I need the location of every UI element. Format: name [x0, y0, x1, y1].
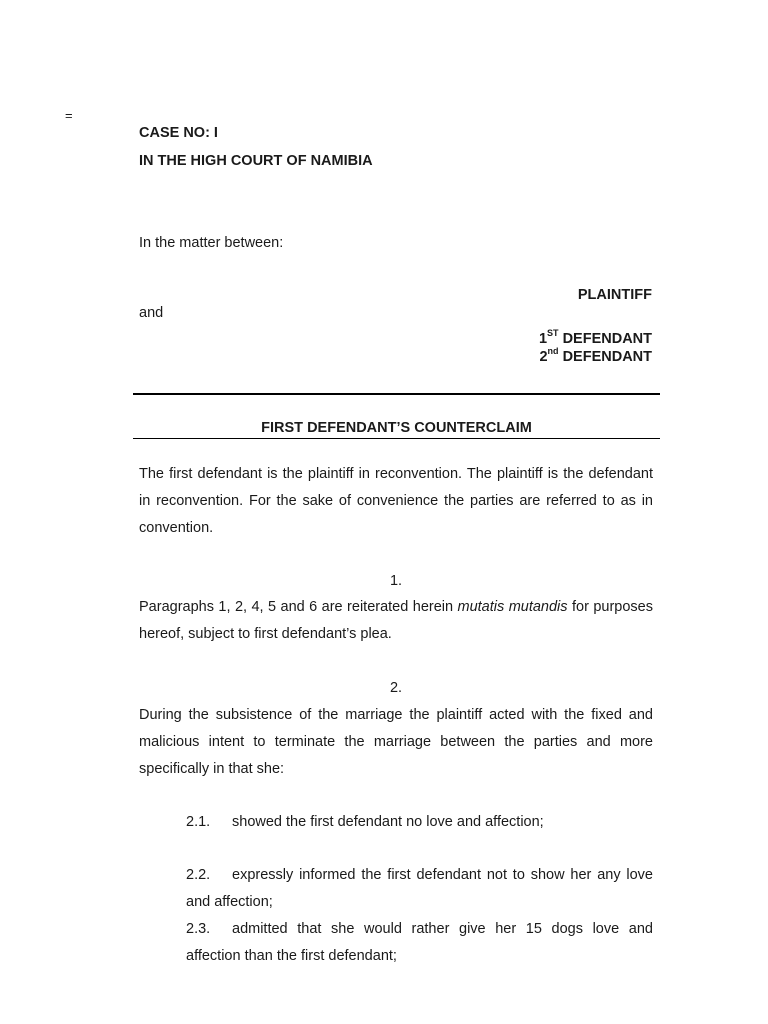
intro-paragraph: The first defendant is the plaintiff in reconvention. The plaintiff is the defendant in reconvention. For the sake of convenience the parties are referred to as in convention. [139, 466, 653, 536]
subitem-text: admitted that she would rather give her 15 dogs love and affection than the first defendant; [186, 921, 653, 964]
subitem-number: 2.1. [186, 814, 211, 830]
section-number-1: 1. [389, 573, 403, 589]
section-2-paragraph: During the subsistence of the marriage the plaintiff acted with the fixed and malicious intent to terminate the marriage between the parties and more specifically in that she: [139, 707, 653, 777]
subitem-2-1 [186, 809, 653, 836]
section-1-text-start: Paragraphs 1, 2, 4, 5 and 6 are reiterated herein [139, 599, 458, 615]
subitem-2-3 [186, 916, 653, 970]
plaintiff-label: PLAINTIFF [577, 287, 652, 303]
document-title: FIRST DEFENDANT’S COUNTERCLAIM [261, 420, 532, 436]
second-defendant-label [539, 346, 652, 365]
section-1-paragraph [139, 594, 653, 648]
section-1-text-end: for purposes hereof, subject to first defendant’s plea. [139, 599, 653, 642]
equals-mark: = [65, 108, 73, 123]
case-number: CASE NO: I [139, 125, 218, 141]
section-1-latin-term: mutatis mutandis [457, 599, 568, 615]
title-rule-divider [133, 438, 660, 439]
subitem-text: expressly informed the first defendant not to show her any love and affection; [186, 867, 653, 910]
first-defendant-text: DEFENDANT [558, 331, 652, 347]
and-label: and [139, 305, 164, 321]
second-defendant-text: DEFENDANT [558, 349, 652, 365]
court-name: IN THE HIGH COURT OF NAMIBIA [139, 153, 373, 169]
second-defendant-number: 2 [539, 349, 548, 365]
second-defendant-ordinal: nd [547, 346, 559, 357]
matter-between-label: In the matter between: [139, 235, 284, 251]
first-defendant-label [538, 328, 652, 347]
first-defendant-number: 1 [538, 331, 548, 347]
subitem-2-2 [186, 862, 653, 916]
subitem-number: 2.3. [186, 921, 211, 937]
subitem-text: showed the first defendant no love and affection; [232, 814, 544, 830]
subitem-number: 2.2. [186, 867, 211, 883]
top-rule-divider [133, 393, 660, 395]
first-defendant-ordinal: ST [547, 328, 559, 339]
section-number-2: 2. [389, 680, 403, 696]
